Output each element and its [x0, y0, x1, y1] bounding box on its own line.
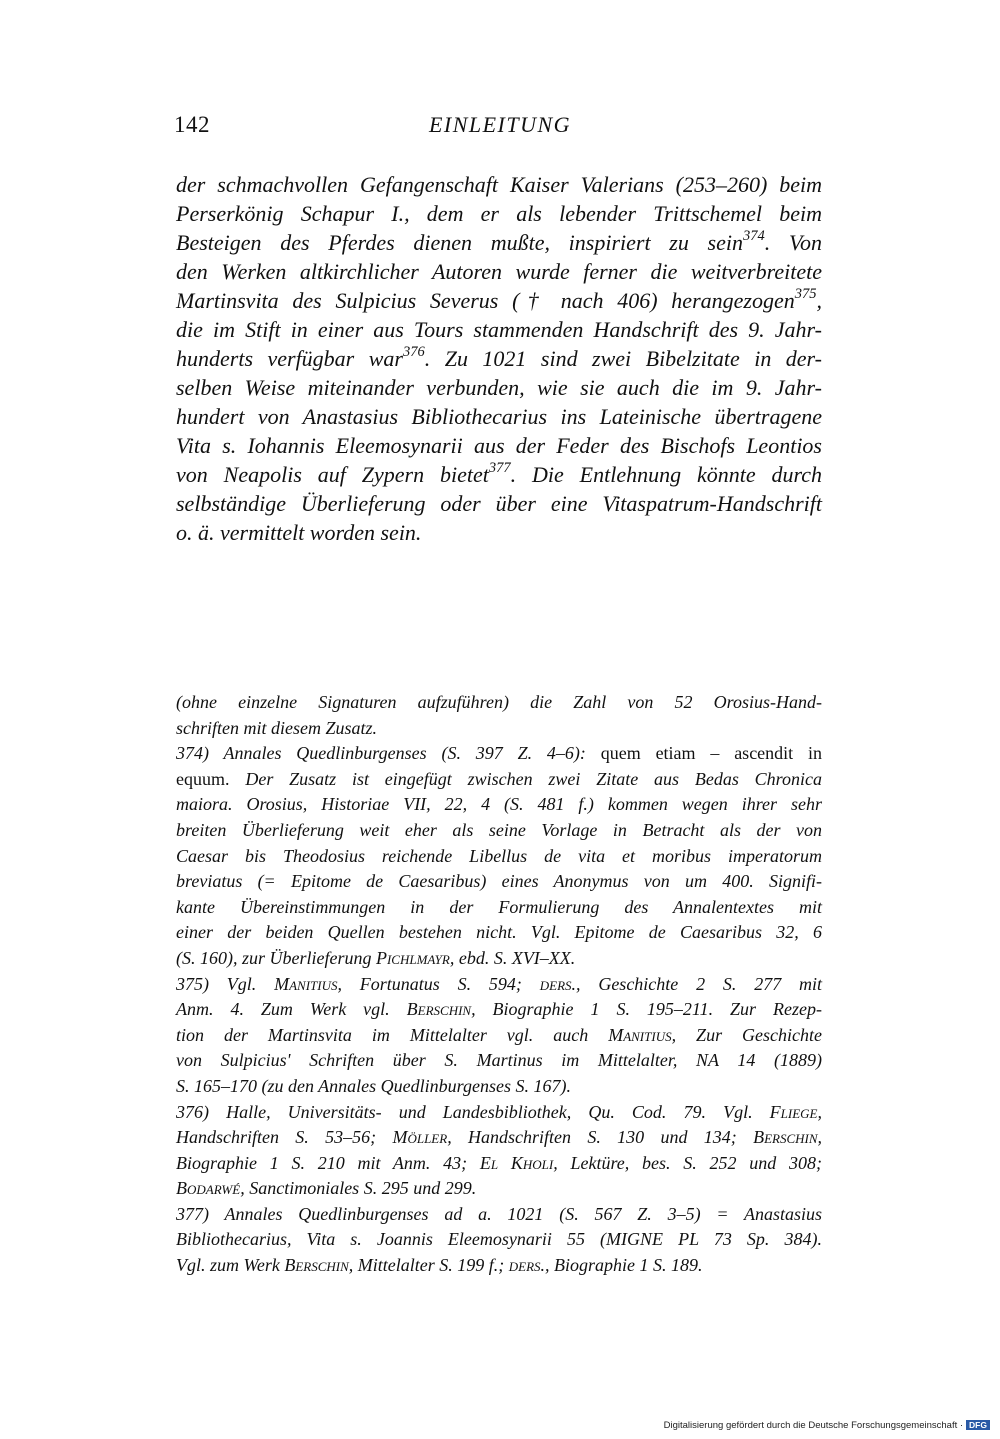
footnote-374-line: breiten Überlieferung weit eher als seine Vorlage in Betracht als der von: [176, 819, 822, 840]
footnote-377: 377) Annales Quedlinburgenses ad a. 1021 (S. 567 Z. 3–5) = Anastasius: [176, 1203, 822, 1224]
main-line: hundert von Anastasius Bibliothecarius ins Lateinische übertragene: [176, 404, 822, 429]
main-line: o. ä. vermittelt worden sein.: [176, 520, 422, 545]
digitization-footer: [664, 1420, 990, 1431]
main-line: Vita s. Iohannis Eleemosynarii aus der Feder des Bischofs Leontios: [176, 433, 822, 458]
main-line: Besteigen des Pferdes dienen mußte, inspiriert zu sein$^{374}$. Von: [176, 227, 822, 255]
main-line: den Werken altkirchlicher Autoren wurde ferner die weitverbreitete: [176, 259, 822, 284]
footnote-374-line: breviatus (= Epitome de Caesaribus) eines Anonymus von um 400. Signifi-: [176, 871, 822, 892]
main-line: selben Weise miteinander verbunden, wie sie auch die im 9. Jahr-: [176, 375, 822, 400]
footnote-ref-376: 376: [402, 343, 425, 360]
footnote-376-line: Handschriften S. 53–56; Möller, Handschriften S. 130 und 134; Berschin,: [176, 1127, 823, 1148]
footnote-376-line: Bodarwé, Sanctimoniales S. 295 und 299.: [176, 1178, 477, 1199]
main-line: von Neapolis auf Zypern bietet$^{377}$. Die Entlehnung könnte durch: [176, 459, 823, 487]
footnote-ref-374: 374: [743, 227, 765, 244]
dfg-logo: DFG: [966, 1420, 990, 1430]
running-head: EINLEITUNG: [428, 112, 572, 137]
digitization-note: Digitalisierung gefördert durch die Deutsche Forschungsgemeinschaft ·: [663, 1420, 964, 1431]
main-line: hunderts verfügbar war$^{376}$. Zu 1021 sind zwei Bibelzitate in der-: [176, 343, 823, 371]
footnote-continuation-line: (ohne einzelne Signaturen aufzuführen) die Zahl von 52 Orosius-Hand-: [176, 692, 822, 712]
footnote-377-line: Bibliothecarius, Vita s. Joannis Eleemosynarii 55 (MIGNE PL 73 Sp. 384).: [176, 1229, 822, 1250]
footnote-377-line: Vgl. zum Werk Berschin, Mittelalter S. 199 f.; ders., Biographie 1 S. 189.: [176, 1255, 703, 1276]
footnotes: [176, 690, 822, 1279]
main-line: selbständige Überlieferung oder über eine Vitaspatrum-Handschrift: [176, 491, 822, 516]
footnote-375-line: S. 165–170 (zu den Annales Quedlinburgenses S. 167).: [176, 1075, 571, 1096]
page-number: 142: [174, 112, 210, 137]
footnote-375-line: Anm. 4. Zum Werk vgl. Berschin, Biographie 1 S. 195–211. Zur Rezep-: [176, 999, 822, 1020]
main-text: [176, 170, 822, 547]
footnote-continuation-line: schriften mit diesem Zusatz.: [176, 717, 377, 738]
footnote-375-line: tion der Martinsvita im Mittelalter vgl. auch Manitius, Zur Geschichte: [176, 1024, 822, 1045]
footnote-374-line: Caesar bis Theodosius reichende Libellus de vita et moribus imperatorum: [176, 845, 822, 866]
main-line: Martinsvita des Sulpicius Severus († nach 406) herangezogen$^{375}$,: [176, 285, 822, 313]
footnote-ref-375: 375: [794, 285, 817, 302]
footnote-374-line: equum. Der Zusatz ist eingefügt zwischen zwei Zitate aus Bedas Chronica: [176, 768, 822, 789]
footnote-375: 375) Vgl. Manitius, Fortunatus S. 594; ders., Geschichte 2 S. 277 mit: [176, 973, 822, 994]
footnote-ref-377: 377: [488, 459, 511, 476]
footnote-375-line: von Sulpicius' Schriften über S. Martinus im Mittelalter, NA 14 (1889): [176, 1050, 822, 1071]
footnote-376: 376) Halle, Universitäts- und Landesbibliothek, Qu. Cod. 79. Vgl. Fliege,: [176, 1101, 822, 1122]
main-line: der schmachvollen Gefangenschaft Kaiser Valerians (253–260) beim: [176, 172, 822, 197]
footnote-374: 374) Annales Quedlinburgenses (S. 397 Z. 4–6): quem etiam – ascendit in: [176, 743, 822, 764]
footnote-374-line: einer der beiden Quellen bestehen nicht. Vgl. Epitome de Caesaribus 32, 6: [176, 922, 822, 943]
footnote-374-line: maiora. Orosius, Historiae VII, 22, 4 (S. 481 f.) kommen wegen ihrer sehr: [176, 794, 822, 815]
main-line: Perserkönig Schapur I., dem er als lebender Trittschemel beim: [176, 201, 822, 226]
footnote-376-line: Biographie 1 S. 210 mit Anm. 43; El Kholi, Lektüre, bes. S. 252 und 308;: [176, 1152, 823, 1173]
main-line: die im Stift in einer aus Tours stammenden Handschrift des 9. Jahr-: [176, 317, 822, 342]
footnote-374-line: kante Übereinstimmungen in der Formulierung des Annalentextes mit: [176, 896, 822, 917]
footnote-374-line: (S. 160), zur Überlieferung Pichlmayr, ebd. S. XVI–XX.: [176, 947, 576, 968]
